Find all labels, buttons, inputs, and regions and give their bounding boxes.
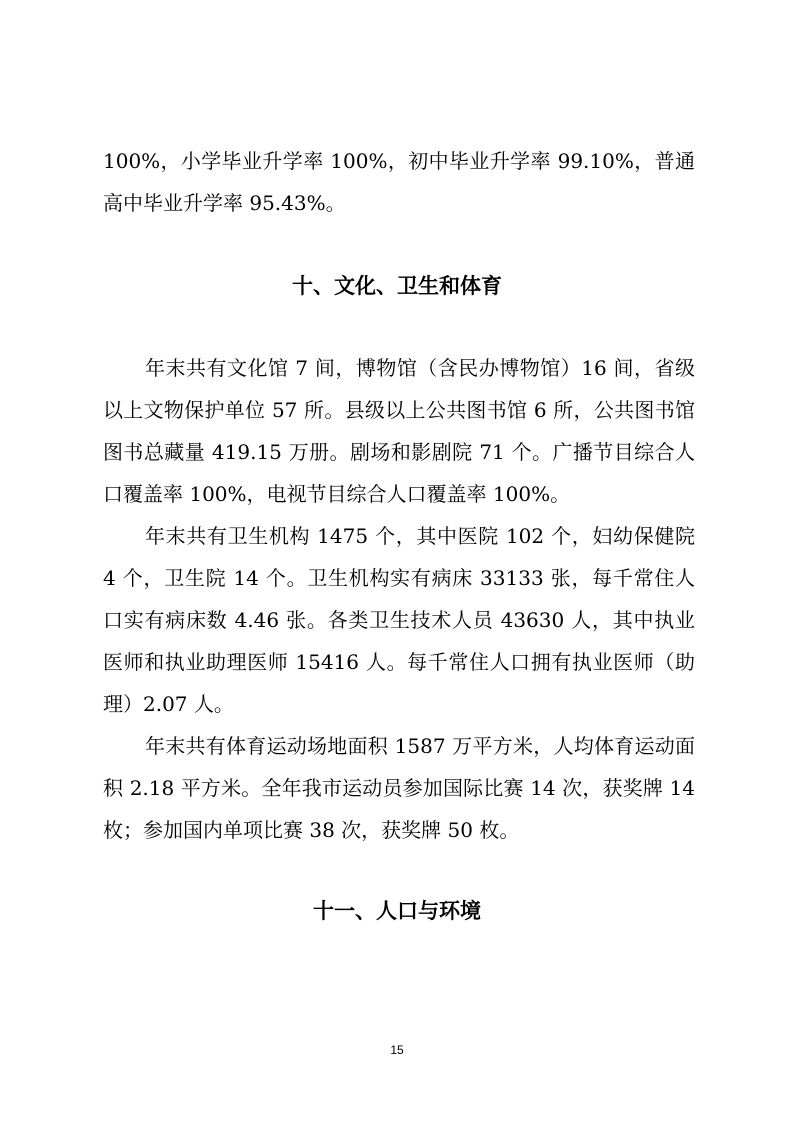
intro-paragraph: 100%，小学毕业升学率 100%，初中毕业升学率 99.10%，普通高中毕业升学率 95.43%。: [103, 149, 695, 215]
paragraph-sports: 年末共有体育运动场地面积 1587 万平方米，人均体育运动面积 2.18 平方米。全年我市运动员参加国际比赛 14 次，获奖牌 14 枚；参加国内单项比赛 38 次，获奖牌 50 枚。: [103, 734, 695, 842]
page-number: 15: [390, 1043, 404, 1057]
section-heading-culture-health-sports: 十、文化、卫生和体育: [292, 274, 502, 298]
paragraph-culture: 年末共有文化馆 7 间，博物馆（含民办博物馆）16 间，省级以上文物保护单位 57 所。县级以上公共图书馆 6 所，公共图书馆图书总藏量 419.15 万册。剧场和影剧院 71 个。广播节目综合人口覆盖率 100%，电视节目综合人口覆盖率 100%。: [103, 356, 695, 506]
paragraph-health: 年末共有卫生机构 1475 个，其中医院 102 个，妇幼保健院 4 个，卫生院 14 个。卫生机构实有病床 33133 张，每千常住人口实有病床数 4.46 张。各类卫生技术人员 43630 人，其中执业医师和执业助理医师 15416 人。每千常住人口拥有执业医师（助理）2.07 人。: [103, 524, 695, 716]
section-heading-population-environment: 十一、人口与环境: [313, 899, 481, 923]
